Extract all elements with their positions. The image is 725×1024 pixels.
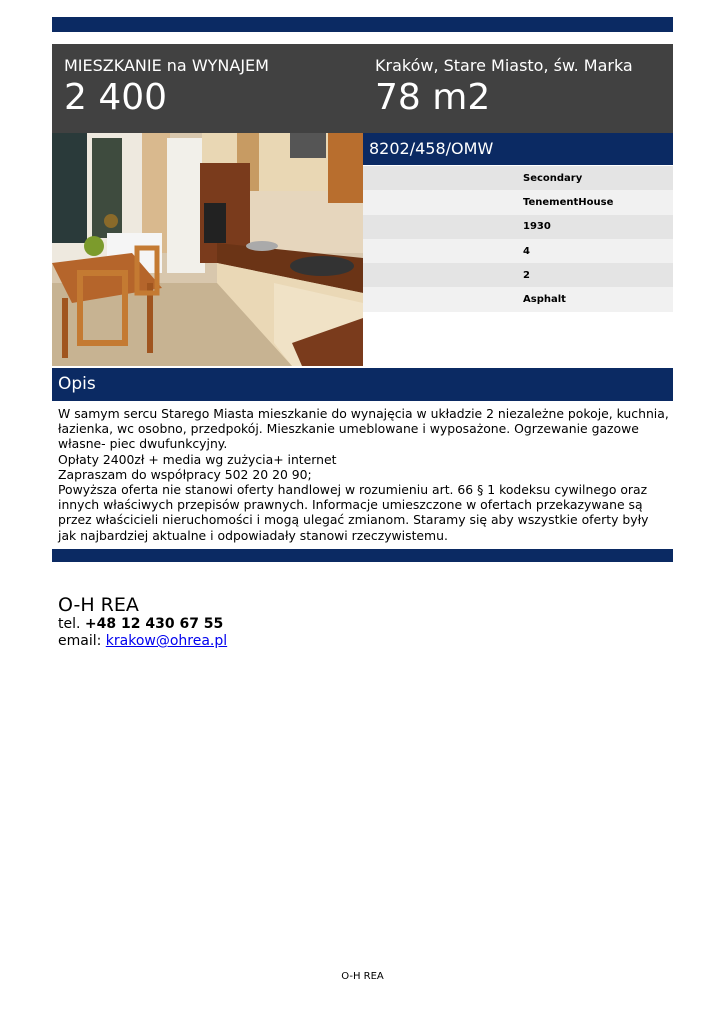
agency-contact: [58, 594, 227, 650]
top-accent-bar: [52, 17, 673, 32]
email-label: email:: [58, 633, 102, 649]
description-paragraph: Powyższa oferta nie stanowi oferty handlowej w rozumieniu art. 66 § 1 kodeksu cywilnego oraz innych właściwych przepisów prawnych. Informacje umieszczone w ofertach przekazywane są przez właścicieli nieruchomości i mogą ulegać zmianom. Staramy się aby wszystkie oferty były jak najbardziej aktualne i odpowiadały stanowi rzeczywistemu.: [58, 482, 649, 543]
bottom-accent-bar: [52, 549, 673, 562]
page-footer: O-H REA: [341, 971, 384, 982]
attribute-value: Asphalt: [523, 294, 566, 306]
attribute-row: [363, 215, 673, 239]
listing-price: 2 400: [64, 77, 168, 118]
attribute-row: [363, 239, 673, 263]
attribute-value: 4: [523, 245, 530, 257]
description-paragraph: Opłaty 2400zł + media wg zużycia+ internet: [58, 451, 337, 467]
attribute-row: [363, 287, 673, 311]
attribute-row: [363, 190, 673, 214]
phone-number: +48 12 430 67 55: [84, 616, 224, 632]
phone-label: tel.: [58, 616, 81, 632]
description-heading: Opis: [52, 368, 673, 401]
listing-location: Kraków, Stare Miasto, św. Marka: [375, 56, 633, 75]
description-body: [58, 406, 670, 543]
listing-type: MIESZKANIE na WYNAJEM: [64, 56, 269, 75]
attributes-table: [363, 166, 673, 312]
attribute-value: Secondary: [523, 172, 583, 184]
attribute-row: [363, 166, 673, 190]
email-line: [58, 633, 227, 650]
reference-number: 8202/458/OMW: [363, 133, 673, 165]
description-paragraph: W samym sercu Starego Miasta mieszkanie do wynajęcia w układzie 2 niezależne pokoje, kuchnia, łazienka, wc osobno, przedpokój. Mieszkanie umeblowane i wyposażone. Ogrzewanie gazowe własne- piec dwufunkcyjny.: [58, 406, 669, 452]
email-link[interactable]: krakow@ohrea.pl: [105, 633, 228, 649]
agency-name: O-H REA: [58, 594, 139, 616]
description-paragraph: Zapraszam do współpracy 502 20 20 90;: [58, 466, 312, 482]
apartment-photo: [52, 133, 363, 366]
attribute-row: [363, 263, 673, 287]
phone-line: [58, 616, 227, 633]
attribute-value: 1930: [523, 221, 551, 233]
attribute-value: TenementHouse: [523, 196, 614, 208]
header-left: [64, 56, 269, 118]
listing-area: 78 m2: [375, 77, 491, 118]
listing-header: [52, 44, 673, 133]
attribute-value: 2: [523, 269, 530, 281]
header-right: [375, 56, 633, 118]
